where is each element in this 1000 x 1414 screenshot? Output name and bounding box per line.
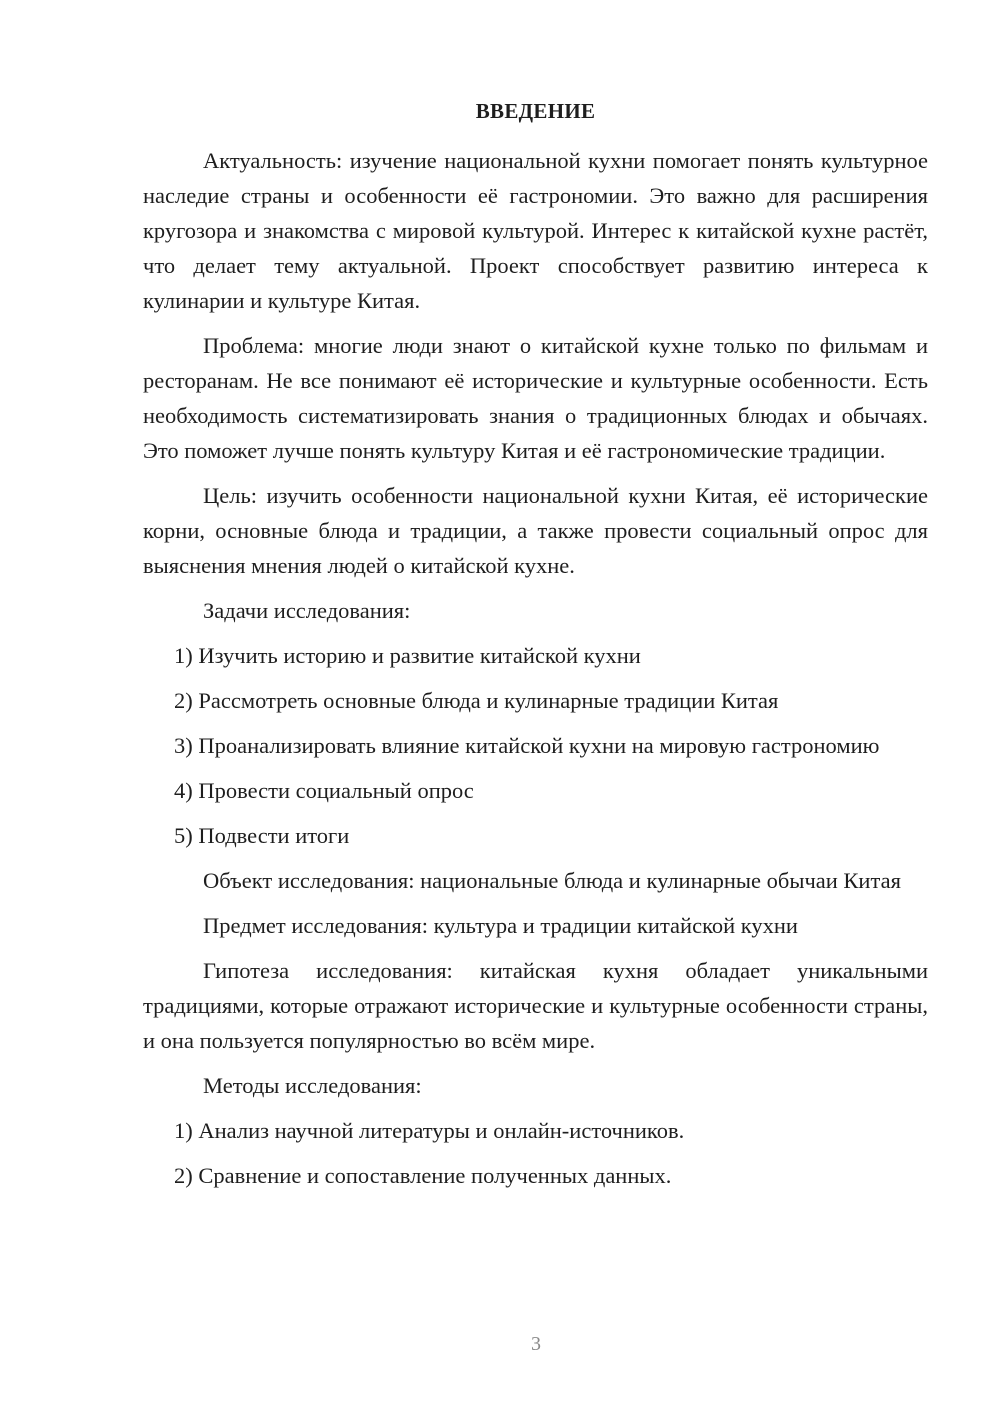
paragraph-object: Объект исследования: национальные блюда и кулинарные обычаи Китая [203,868,901,893]
tasks-list [143,638,928,853]
section-heading: ВВЕДЕНИЕ [475,99,596,123]
list-item: 4) Провести социальный опрос [174,778,474,803]
paragraph-problem: Проблема: многие люди знают о китайской кухне только по фильмам и ресторанам. Не все понимают её исторические и культурные особенности. Есть необходимость систематизировать знания о традиционных блюдах и обычаях. Это поможет лучше понять культуру Китая и её гастрономические традиции. [143,333,928,463]
list-item: 1) Анализ научной литературы и онлайн-источников. [174,1118,685,1143]
paragraph-hypothesis: Гипотеза исследования: китайская кухня обладает уникальными традициями, которые отражают исторические и культурные особенности страны, и она пользуется популярностью во всём мире. [143,958,928,1053]
paragraph-subject: Предмет исследования: культура и традиции китайской кухни [203,913,798,938]
paragraph-tasks-heading: Задачи исследования: [203,598,411,623]
list-item: 5) Подвести итоги [174,823,350,848]
list-item: 2) Рассмотреть основные блюда и кулинарные традиции Китая [174,688,779,713]
list-item: 1) Изучить историю и развитие китайской кухни [174,643,641,668]
paragraph-goal: Цель: изучить особенности национальной кухни Китая, её исторические корни, основные блюда и традиции, а также провести социальный опрос для выяснения мнения людей о китайской кухне. [143,483,928,578]
document-body [143,143,928,1193]
page-number: 3 [531,1333,541,1355]
list-item: 3) Проанализировать влияние китайской кухни на мировую гастрономию [174,733,880,758]
paragraph-methods-heading: Методы исследования: [203,1073,422,1098]
paragraph-relevance: Актуальность: изучение национальной кухни помогает понять культурное наследие страны и особенности её гастрономии. Это важно для расширения кругозора и знакомства с мировой культурой. Интерес к китайской кухне растёт, что делает тему актуальной. Проект способствует развитию интереса к кулинарии и культуре Китая. [143,148,928,313]
list-item: 2) Сравнение и сопоставление полученных данных. [174,1163,672,1188]
methods-list [143,1113,928,1193]
